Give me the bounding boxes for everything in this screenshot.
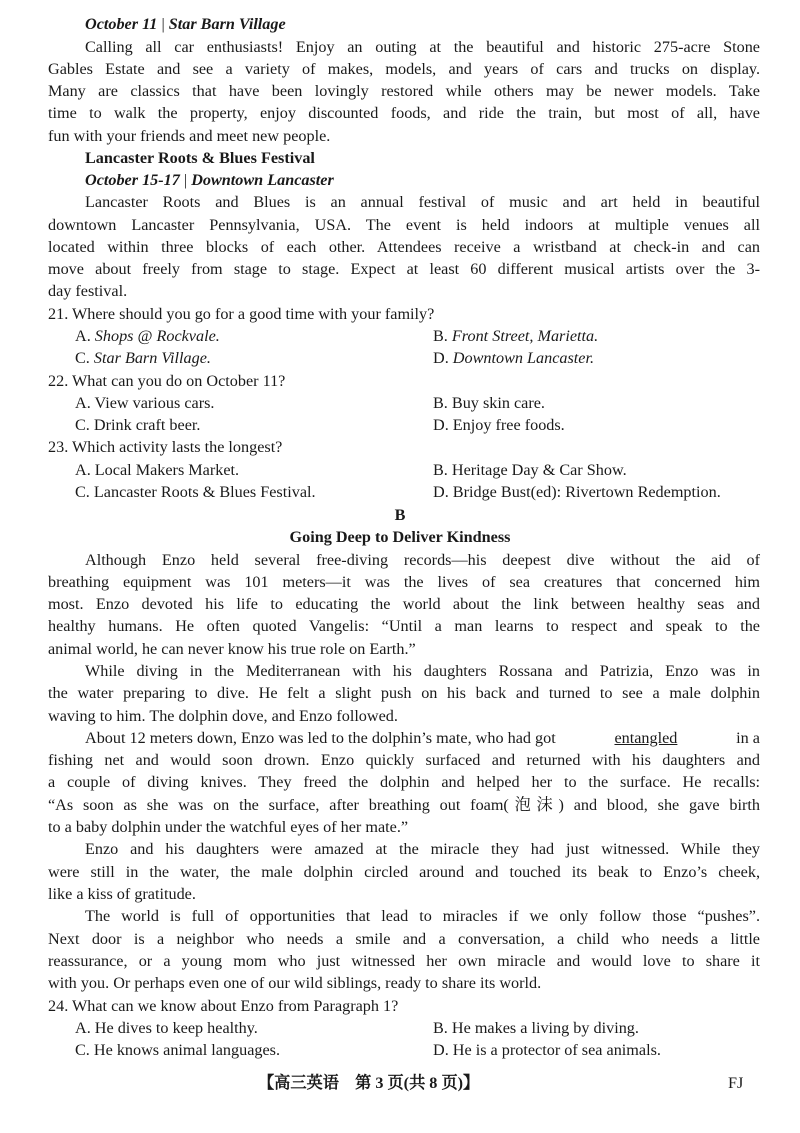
paragraph-line: downtown Lancaster Pennsylvania, USA. The event is held indoors at multiple venues all [48, 216, 760, 234]
paragraph-line: fun with your friends and meet new people. [48, 127, 331, 145]
option-a: A. View various cars. [75, 394, 215, 412]
paragraph-line: While diving in the Mediterranean with his daughters Rossana and Patrizia, Enzo was in [85, 662, 760, 680]
option-b: B. Heritage Day & Car Show. [433, 461, 627, 479]
option-a: A. Local Makers Market. [75, 461, 240, 479]
option-c: C. Star Barn Village. [75, 349, 211, 367]
footer-code: FJ [728, 1074, 744, 1092]
paragraph-line: a couple of diving knives. They freed the dolphin and helped her to the surface. He recalls: [48, 773, 760, 791]
paragraph-line: Gables Estate and see a variety of makes, models, and years of cars and trucks on display. [48, 60, 760, 78]
paragraph-line: most. Enzo devoted his life to educating the world about the link between healthy seas and [48, 595, 760, 613]
option-b: B. He makes a living by diving. [433, 1019, 639, 1037]
option-d: D. Downtown Lancaster. [433, 349, 595, 367]
paragraph-line: Next door is a neighbor who needs a smile and a conversation, a child who needs a little [48, 930, 760, 948]
paragraph-line: to a baby dolphin under the watchful eyes of her mate.” [48, 818, 409, 836]
paragraph-line: About 12 meters down, Enzo was led to the dolphin’s mate, who had got entangled in a [85, 727, 760, 749]
option-c: C. Drink craft beer. [75, 416, 201, 434]
paragraph-line: Enzo and his daughters were amazed at the miracle they had just witnessed. While they [85, 840, 760, 858]
event-date: October 15-17 [85, 171, 180, 189]
paragraph-line: Many are classics that have been lovingly restored while others may be newer models. Take [48, 82, 760, 100]
question-stem: 24. What can we know about Enzo from Paragraph 1? [48, 997, 399, 1015]
page-footer: 【高三英语 第 3 页(共 8 页)】 [258, 1074, 480, 1092]
article-title: Going Deep to Deliver Kindness [289, 528, 511, 546]
paragraph-line: reassurance, or a young mom who just witnessed her own miracle and would love to share it [48, 952, 760, 970]
paragraph-line: Calling all car enthusiasts! Enjoy an outing at the beautiful and historic 275-acre Stone [85, 38, 760, 56]
paragraph-line: “As soon as she was on the surface, after breathing out foam(泡沫) and blood, she gave birth [48, 796, 760, 814]
option-d: D. Enjoy free foods. [433, 416, 565, 434]
paragraph-line: fishing net and would soon drown. Enzo quickly surfaced and returned with his daughters and [48, 751, 760, 769]
option-b: B. Front Street, Marietta. [433, 327, 599, 345]
question-stem: 22. What can you do on October 11? [48, 372, 286, 390]
question-stem: 21. Where should you go for a good time with your family? [48, 305, 435, 323]
option-b: B. Buy skin care. [433, 394, 545, 412]
paragraph-line: healthy humans. He often quoted Vangelis: “Until a man learns to respect and speak to the [48, 617, 760, 635]
event-date: October 11 [85, 15, 158, 33]
paragraph-line: Although Enzo held several free-diving records—his deepest dive without the aid of [85, 551, 760, 569]
paragraph-line: the water preparing to dive. He felt a slight push on his back and turned to see a male dolphin [48, 684, 760, 702]
section-label: B [394, 506, 406, 524]
paragraph-line: day festival. [48, 282, 128, 300]
option-c: C. He knows animal languages. [75, 1041, 281, 1059]
event-date-venue: October 11 | Star Barn Village [85, 15, 286, 33]
underlined-word: entangled [614, 729, 678, 747]
option-a: A. He dives to keep healthy. [75, 1019, 258, 1037]
event-venue: Star Barn Village [168, 15, 286, 33]
event-venue: Downtown Lancaster [191, 171, 334, 189]
paragraph-line: with you. Or perhaps even one of our wild siblings, ready to share its world. [48, 974, 542, 992]
paragraph-line: like a kiss of gratitude. [48, 885, 196, 903]
paragraph-line: move about freely from stage to stage. Expect at least 60 different musical artists over the 3- [48, 260, 760, 278]
event-title: Lancaster Roots & Blues Festival [85, 149, 315, 167]
paragraph-line: breathing equipment was 101 meters—it was the lives of sea creatures that concerned him [48, 573, 760, 591]
paragraph-line: were still in the water, the male dolphin circled around and touched its beak to Enzo’s cheek, [48, 863, 760, 881]
paragraph-line: time to walk the property, enjoy discounted foods, and ride the train, but most of all, have [48, 104, 760, 122]
question-stem: 23. Which activity lasts the longest? [48, 438, 283, 456]
paragraph-line: located within three blocks of each other. Attendees receive a wristband at check-in and can [48, 238, 760, 256]
paragraph-line: The world is full of opportunities that lead to miracles if we only follow those “pushes”. [85, 907, 760, 925]
option-d: D. He is a protector of sea animals. [433, 1041, 661, 1059]
paragraph-line: waving to him. The dolphin dove, and Enzo followed. [48, 707, 398, 725]
event-date-venue: October 15-17 | Downtown Lancaster [85, 171, 334, 189]
paragraph-line: Lancaster Roots and Blues is an annual festival of music and art held in beautiful [85, 193, 760, 211]
option-c: C. Lancaster Roots & Blues Festival. [75, 483, 316, 501]
option-a: A. Shops @ Rockvale. [75, 327, 220, 345]
paragraph-line: animal world, he can never know his true role on Earth.” [48, 640, 416, 658]
option-d: D. Bridge Bust(ed): Rivertown Redemption. [433, 483, 721, 501]
